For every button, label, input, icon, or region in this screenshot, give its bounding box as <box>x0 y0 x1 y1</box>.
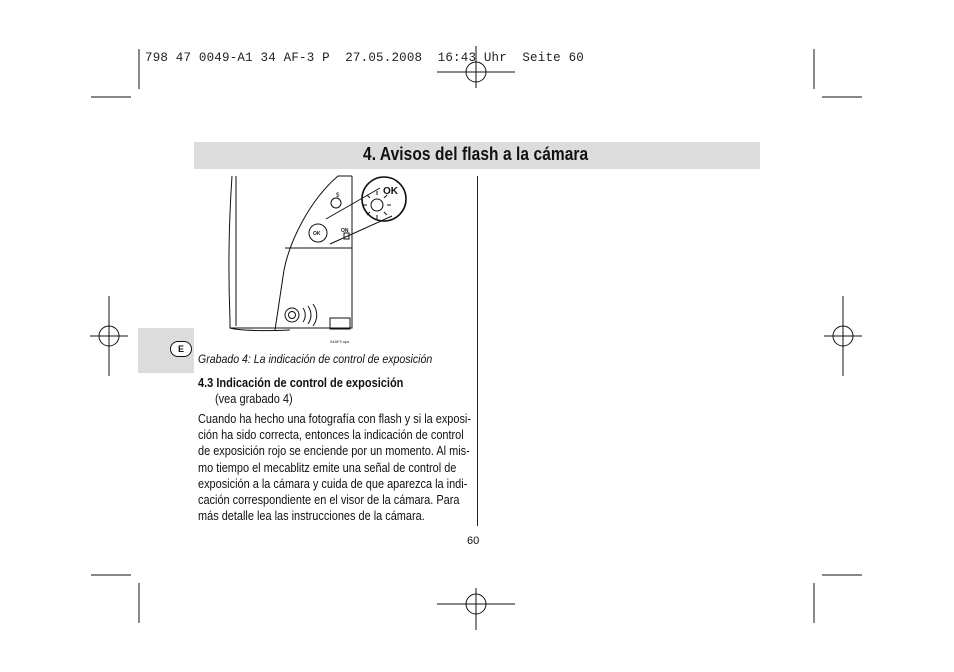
figure-label-on: ON <box>341 228 349 234</box>
figure-label-lightning: $ <box>336 193 340 199</box>
body-line: Cuando ha hecho una fotografía con flash y si la exposi- <box>198 412 472 426</box>
body-line: ción ha sido correcta, entonces la indicación de control <box>198 428 464 443</box>
figure-code: 04AF3 ups <box>330 339 350 344</box>
body-line: exposición a la cámara y cuida de que aparezca la indi- <box>198 476 468 491</box>
body-line: de exposición rojo se enciende por un momento. Al mis- <box>198 444 470 459</box>
section-title: 4. Avisos del flash a la cámara <box>363 144 589 164</box>
language-tab-label: E <box>170 341 192 357</box>
figure-label-ok-large: OK <box>383 186 398 197</box>
page-number: 60 <box>467 535 480 547</box>
body-line: cación correspondiente en el visor de la cámara. Para <box>198 493 460 508</box>
subsection-heading: 4.3 Indicación de control de exposición <box>198 376 404 390</box>
body-line: más detalle lea las instrucciones de la cámara. <box>198 509 425 524</box>
body-line: mo tiempo el mecablitz emite una señal de control de <box>198 460 457 475</box>
subsection-reference: (vea grabado 4) <box>215 392 293 406</box>
figure-caption: Grabado 4: La indicación de control de exposición <box>198 352 433 366</box>
body-paragraph <box>198 411 472 524</box>
figure-label-ok-small: OK <box>313 231 321 237</box>
print-header: 798 47 0049-A1 34 AF-3 P 27.05.2008 16:43 Uhr Seite 60 <box>145 51 584 65</box>
